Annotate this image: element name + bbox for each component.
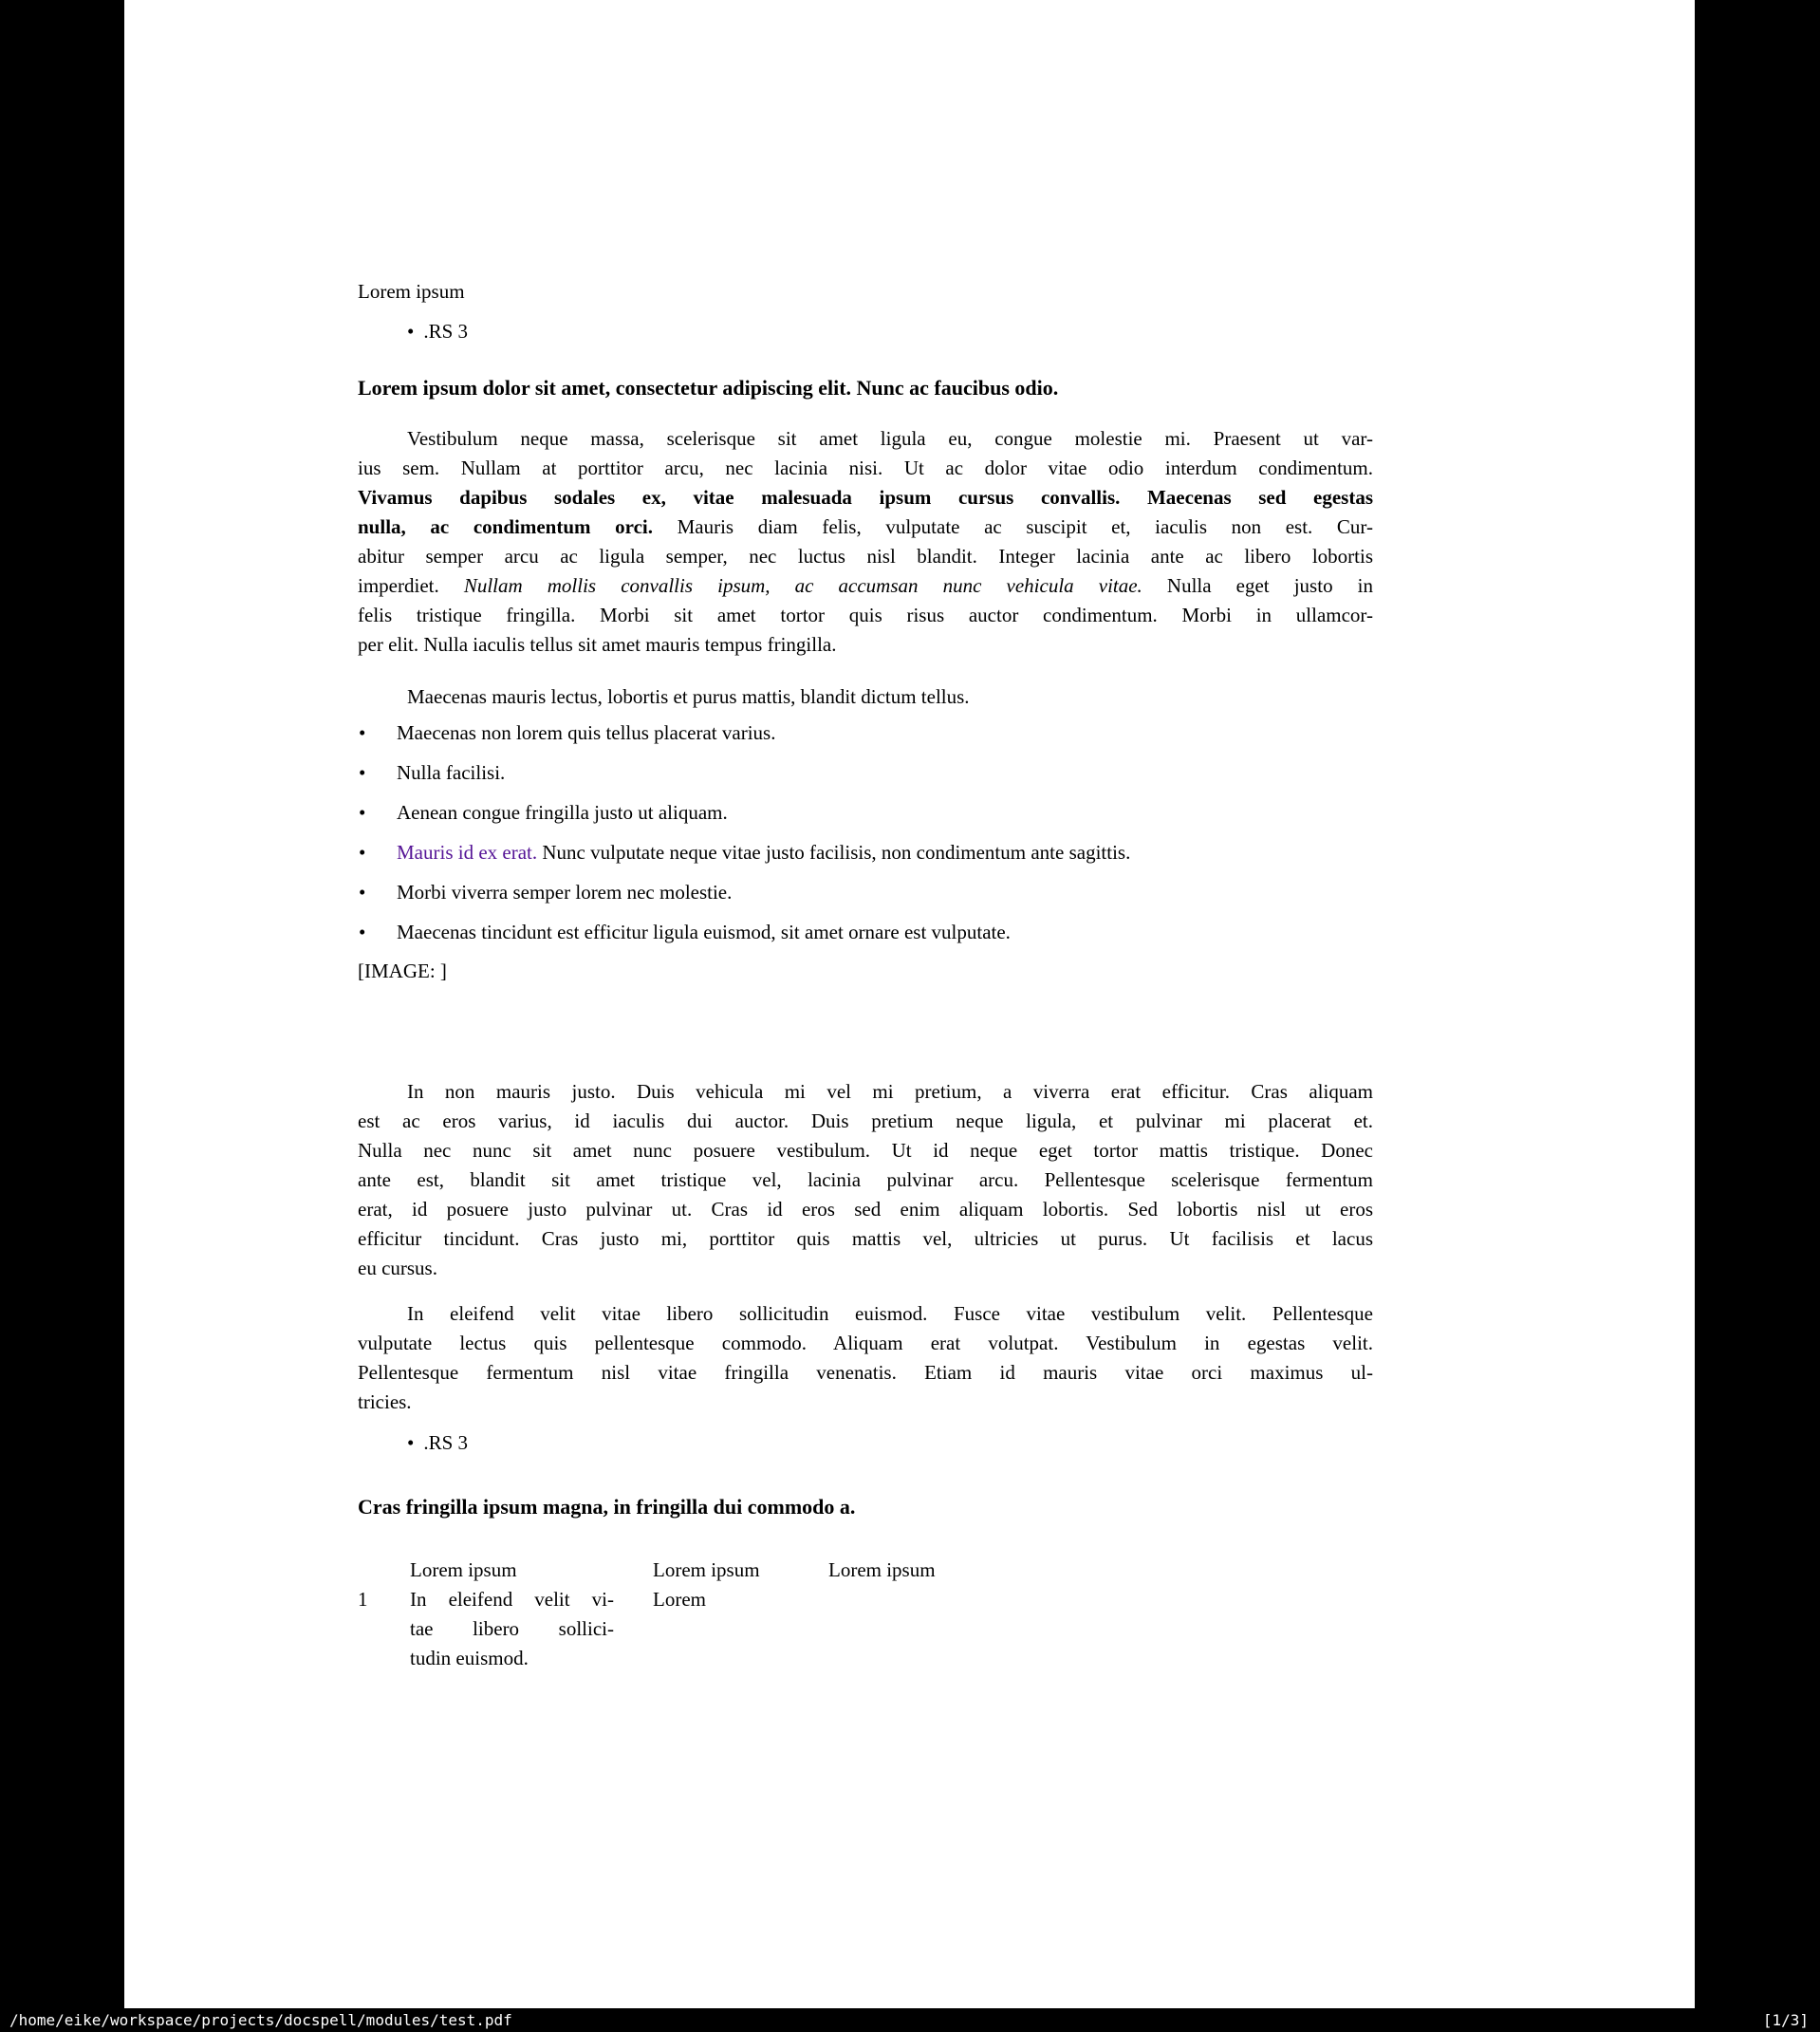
bullet-icon: • xyxy=(359,801,366,824)
text-segment: Pellentesque fermentum nisl vitae fringilla venenatis. Etiam id mauris vitae orci maximus ul- xyxy=(358,1361,1373,1384)
text-line xyxy=(358,1136,1373,1165)
text-segment: erat, id posuere justo pulvinar ut. Cras id eros sed enim aliquam lobortis. Sed lobortis nisl ut eros xyxy=(358,1198,1373,1221)
text-line xyxy=(358,1107,1373,1136)
text-segment: Maecenas tincidunt est efficitur ligula euismod, sit amet ornare est vulputate. xyxy=(397,921,1011,943)
section-heading-1: Lorem ipsum dolor sit amet, consectetur adipiscing elit. Nunc ac faucibus odio. xyxy=(358,376,1059,400)
bullet-text xyxy=(397,921,1011,943)
text-line xyxy=(358,1165,1373,1195)
data-table xyxy=(358,1556,1373,1673)
table-header-cell: Lorem ipsum xyxy=(410,1558,517,1581)
text-segment: Maecenas non lorem quis tellus placerat varius. xyxy=(397,721,776,744)
paragraph-3 xyxy=(358,1299,1373,1417)
text-segment: Nunc vulputate neque vitae justo facilisis, non condimentum ante sagittis. xyxy=(537,841,1131,864)
bullet-icon: • xyxy=(359,761,366,784)
document-page-canvas[interactable] xyxy=(124,0,1695,2008)
text-line xyxy=(358,513,1373,542)
paragraph-maecenas xyxy=(358,682,1373,712)
text-segment: In non mauris justo. Duis vehicula mi vel mi pretium, a viverra erat efficitur. Cras aliquam xyxy=(407,1080,1373,1103)
intro-text: Lorem ipsum xyxy=(358,280,465,303)
table-cell xyxy=(828,1585,1373,1673)
text-segment: Nullam mollis convallis ipsum, ac accumsan nunc vehicula vitae. xyxy=(463,574,1142,597)
text-segment: In eleifend velit vi- xyxy=(410,1588,614,1611)
text-segment: efficitur tincidunt. Cras justo mi, porttitor quis mattis vel, ultricies ut purus. Ut facilisis et lacus xyxy=(358,1227,1373,1250)
text-segment: Vivamus dapibus sodales ex, vitae malesuada ipsum cursus convallis. Maecenas sed egestas xyxy=(358,486,1373,509)
list-item xyxy=(358,718,1373,748)
text-line xyxy=(358,571,1373,601)
text-segment: Nulla nec nunc sit amet nunc posuere vestibulum. Ut id neque eget tortor mattis tristique. Donec xyxy=(358,1139,1373,1162)
bullet-text xyxy=(397,801,728,824)
bullet-list xyxy=(358,718,1373,947)
text-segment: Aenean congue fringilla justo ut aliquam. xyxy=(397,801,728,824)
mauris-link[interactable]: Mauris id ex erat. xyxy=(397,841,538,864)
bullet-text xyxy=(397,761,505,784)
text-line xyxy=(358,1358,1373,1388)
text-line xyxy=(358,1254,1373,1283)
text-segment: nulla, ac condimentum orci. xyxy=(358,515,653,538)
text-line xyxy=(358,1329,1373,1358)
text-segment: est ac eros varius, id iaculis dui auctor. Duis pretium neque ligula, et pulvinar mi placerat et. xyxy=(358,1109,1373,1132)
image-placeholder: [IMAGE: ] xyxy=(358,960,447,982)
rs-label: .RS 3 xyxy=(423,320,469,343)
bullet-text xyxy=(397,881,732,904)
text-segment: ius sem. Nullam at porttitor arcu, nec lacinia nisi. Ut ac dolor vitae odio interdum condimentum. xyxy=(358,457,1373,479)
list-item xyxy=(358,878,1373,907)
bullet-icon: • xyxy=(407,320,415,343)
paragraph-2 xyxy=(358,1077,1373,1283)
text-line xyxy=(358,483,1373,513)
bullet-icon: • xyxy=(359,921,366,943)
text-segment: Morbi viverra semper lorem nec molestie. xyxy=(397,881,733,904)
text-line xyxy=(358,454,1373,483)
text-segment: tricies. xyxy=(358,1390,412,1413)
rs-label: .RS 3 xyxy=(423,1431,469,1454)
table-cell xyxy=(410,1585,614,1673)
text-line xyxy=(410,1585,614,1614)
table-header-row xyxy=(358,1556,1373,1585)
bullet-text xyxy=(397,721,775,744)
text-segment: ante est, blandit sit amet tristique vel, lacinia pulvinar arcu. Pellentesque scelerisque fermentum xyxy=(358,1168,1373,1191)
text-line xyxy=(358,1388,1373,1417)
bullet-icon: • xyxy=(407,1431,415,1454)
table-header-cell: Lorem ipsum xyxy=(828,1558,936,1581)
text-segment: Vestibulum neque massa, scelerisque sit amet ligula eu, congue molestie mi. Praesent ut var- xyxy=(407,427,1373,450)
text-line xyxy=(358,542,1373,571)
table-cell: Lorem xyxy=(653,1588,706,1611)
text-line xyxy=(410,1644,614,1673)
list-item xyxy=(358,838,1373,867)
rs-list-item xyxy=(407,317,1373,346)
text-segment: Nulla eget justo in xyxy=(1142,574,1373,597)
statusbar xyxy=(0,2008,1820,2032)
text-segment: In eleifend velit vitae libero sollicitudin euismod. Fusce vitae vestibulum velit. Pellentesque xyxy=(407,1302,1373,1325)
text-line xyxy=(358,1195,1373,1224)
text-segment: eu cursus. xyxy=(358,1257,437,1279)
text-line xyxy=(358,1299,1373,1329)
list-item xyxy=(358,918,1373,947)
text-segment: Nulla facilisi. xyxy=(397,761,506,784)
text-segment: tudin euismod. xyxy=(410,1647,529,1669)
table-header-cell: Lorem ipsum xyxy=(653,1558,760,1581)
paragraph-1 xyxy=(358,424,1373,660)
text-segment: Maecenas mauris lectus, lobortis et purus mattis, blandit dictum tellus. xyxy=(407,685,970,708)
rs-list-item-2 xyxy=(407,1428,1373,1458)
list-item xyxy=(358,798,1373,828)
bullet-text xyxy=(397,841,1130,864)
bullet-icon: • xyxy=(359,721,366,744)
text-segment: abitur semper arcu ac ligula semper, nec luctus nisl blandit. Integer lacinia ante ac libero lobortis xyxy=(358,545,1373,568)
text-segment: Mauris diam felis, vulputate ac suscipit et, iaculis non est. Cur- xyxy=(652,515,1374,538)
table-header-cell-empty xyxy=(358,1556,410,1585)
page-content xyxy=(358,0,1373,1673)
text-line xyxy=(358,424,1373,454)
text-segment: vulputate lectus quis pellentesque commodo. Aliquam erat volutpat. Vestibulum in egestas velit. xyxy=(358,1332,1373,1354)
text-segment: tae libero sollici- xyxy=(410,1617,614,1640)
page-indicator: [1/3] xyxy=(1762,2011,1809,2029)
text-line xyxy=(410,1614,614,1644)
table-row xyxy=(358,1585,1373,1673)
bullet-icon: • xyxy=(359,881,366,904)
file-path: /home/eike/workspace/projects/docspell/modules/test.pdf xyxy=(9,2011,512,2029)
text-line xyxy=(358,682,1373,712)
text-line xyxy=(358,630,1373,660)
text-segment: imperdiet. xyxy=(358,574,464,597)
row-number-cell: 1 xyxy=(358,1588,368,1611)
section-heading-2: Cras fringilla ipsum magna, in fringilla dui commodo a. xyxy=(358,1495,856,1519)
bullet-icon: • xyxy=(359,841,366,864)
text-line xyxy=(358,601,1373,630)
text-segment: per elit. Nulla iaculis tellus sit amet mauris tempus fringilla. xyxy=(358,633,837,656)
list-item xyxy=(358,758,1373,788)
text-line xyxy=(358,1224,1373,1254)
text-segment: felis tristique fringilla. Morbi sit amet tortor quis risus auctor condimentum. Morbi in ullamcor- xyxy=(358,604,1373,626)
text-line xyxy=(358,1077,1373,1107)
